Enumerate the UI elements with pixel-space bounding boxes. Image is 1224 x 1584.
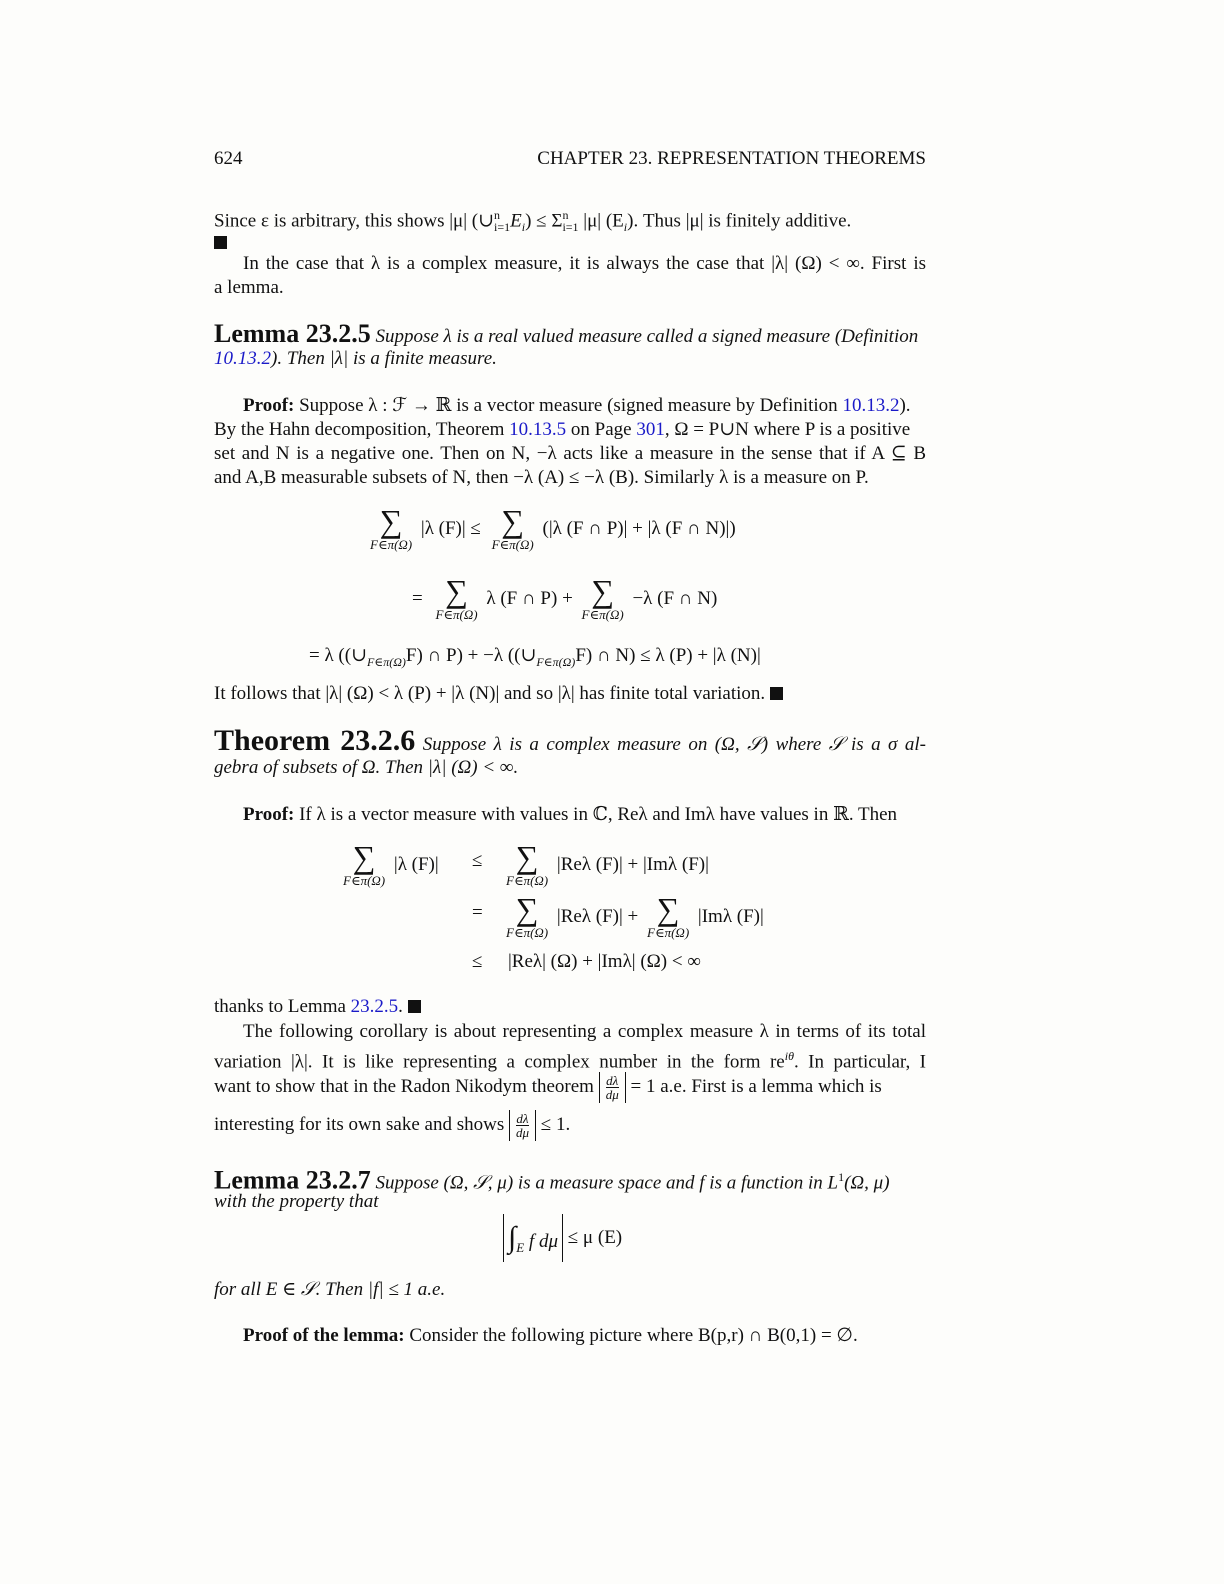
- intro-para2-line2: a lemma.: [214, 277, 284, 298]
- aligned-rhs-2: [506, 891, 764, 940]
- theorem-2326-proof-line1: [214, 803, 926, 827]
- lemma-2325-line2: [214, 347, 926, 371]
- text: = 1 a.e. First is a lemma which is: [630, 1076, 882, 1097]
- sum-operator: ∑ F∈π(Ω): [506, 891, 549, 940]
- corollary-intro-line1: The following corollary is about representing a complex measure λ in terms of its total: [243, 1021, 926, 1042]
- sum-operator: ∑ F∈π(Ω): [581, 573, 624, 622]
- text: By the Hahn decomposition, Theorem: [214, 419, 510, 440]
- lemma-2327-proof: [214, 1324, 926, 1348]
- aligned-rel-1: ≤: [472, 850, 483, 871]
- text: E: [510, 210, 522, 232]
- aligned-rel-2: =: [472, 902, 483, 923]
- sub: i=1: [562, 220, 579, 235]
- sup: n: [494, 208, 501, 222]
- proof-label: Proof of the lemma:: [243, 1325, 405, 1346]
- sup: iθ: [784, 1049, 794, 1063]
- lemma-2325-proof-line3: set and N is a negative one. Then on N, −λ acts like a measure in the sense that if A ⊆ B: [214, 443, 926, 464]
- abs-bars: [503, 1214, 563, 1262]
- text: Suppose λ : ℱ → ℝ is a vector measure (signed measure by Definition: [299, 395, 843, 416]
- qed-icon: [408, 1000, 421, 1013]
- sub: E: [516, 1239, 525, 1255]
- text: |Imλ (F)|: [697, 905, 764, 927]
- sub: F∈π(Ω): [367, 654, 406, 669]
- integral-sign: ∫: [508, 1221, 517, 1254]
- lemma-2325-proof-line2: [214, 418, 926, 442]
- qed-icon: [770, 687, 783, 700]
- sum-operator: ∑ F∈π(Ω): [370, 503, 413, 552]
- theorem-2326-line2: gebra of subsets of Ω. Then |λ| (Ω) < ∞.: [214, 757, 519, 778]
- text: −λ (F ∩ N): [632, 587, 718, 609]
- corollary-intro-line4: [214, 1106, 926, 1144]
- text: ).: [899, 395, 911, 416]
- text: F) ∩ N) ≤ λ (P) + |λ (N)|: [575, 645, 761, 666]
- text: ≤ 1.: [540, 1114, 571, 1135]
- text: Consider the following picture where B(p,r) ∩ B(0,1) = ∅.: [409, 1325, 858, 1346]
- text: (|λ (F ∩ P)| + |λ (F ∩ N)|): [542, 517, 736, 539]
- text: interesting for its own sake and shows: [214, 1114, 505, 1135]
- aligned-rhs-3: |Reλ| (Ω) + |Imλ| (Ω) < ∞: [508, 951, 701, 972]
- aligned-rhs-1: [506, 839, 709, 888]
- intro-line-1: [214, 203, 926, 239]
- text: , Ω = P∪N where P is a positive: [664, 419, 911, 440]
- theorem-2326-header: [214, 724, 927, 757]
- equation-row-2: [412, 573, 718, 622]
- text: =: [412, 587, 423, 609]
- text: . In particular, I: [793, 1051, 926, 1073]
- sum-operator: ∑ F∈π(Ω): [491, 503, 534, 552]
- text: on Page: [566, 419, 637, 440]
- text: F) ∩ P) + −λ ((∪: [405, 645, 537, 666]
- sub: i=1: [494, 220, 511, 235]
- equation-row-1: [370, 503, 736, 552]
- text: |λ (F)| ≤: [420, 517, 481, 539]
- text: thanks to Lemma: [214, 996, 351, 1017]
- text: = λ ((∪: [309, 645, 368, 666]
- theorem-2326-thanks: [214, 995, 926, 1019]
- sub: i: [623, 220, 628, 235]
- lemma-link[interactable]: 23.2.5: [350, 996, 399, 1017]
- sup: n: [562, 208, 569, 222]
- proof-label: Proof:: [243, 395, 295, 416]
- page-number: 624: [214, 148, 243, 169]
- text: λ (F ∩ P) +: [486, 587, 573, 609]
- sub: F∈π(Ω): [536, 654, 576, 669]
- text: |μ| (E: [578, 210, 624, 232]
- text: Suppose (Ω, 𝒮, μ) is a measure space and f is a function in L: [375, 1172, 839, 1194]
- proof-label: Proof:: [243, 804, 295, 825]
- lemma-2327-line2: with the property that: [214, 1191, 379, 1212]
- text: ≤ μ (E): [567, 1227, 623, 1248]
- lemma-2325-header: [214, 319, 926, 349]
- lemma-2325-conclusion: [214, 682, 926, 706]
- sum-operator: ∑ F∈π(Ω): [506, 839, 549, 888]
- lemma-2325-proof-line4: and A,B measurable subsets of N, then −λ (A) ≤ −λ (B). Similarly λ is a measure on P.: [214, 467, 869, 488]
- aligned-row-1: [343, 839, 439, 888]
- derivative-fraction: $\frac{d\lambda}{d\mu}$: [599, 1072, 626, 1103]
- lemma-label: Lemma 23.2.5: [214, 319, 371, 348]
- text: ) ≤ Σ: [525, 210, 563, 232]
- lemma-label: Lemma 23.2.7: [214, 1165, 371, 1195]
- sum-operator: ∑ F∈π(Ω): [343, 839, 386, 888]
- integral-equation: [503, 1214, 622, 1264]
- page-link[interactable]: 301: [636, 419, 665, 440]
- text: It follows that |λ| (Ω) < λ (P) + |λ (N)| and so |λ| has finite total variation.: [214, 683, 766, 704]
- equation-row-3: [309, 644, 761, 670]
- text: |λ (F)|: [393, 853, 439, 875]
- sub: i: [521, 220, 526, 235]
- qed-icon: [214, 232, 227, 254]
- text: ). Thus |μ| is finitely additive.: [627, 210, 852, 232]
- aligned-rel-3: ≤: [472, 951, 483, 972]
- sup: 1: [838, 1170, 845, 1184]
- text: f dμ: [528, 1231, 558, 1252]
- lemma-2325-proof-line1: [214, 394, 926, 418]
- theorem-statement: Suppose λ is a complex measure on (Ω, 𝒮) where 𝒮 is a σ al-: [422, 734, 927, 755]
- text: |Reλ (F)| +: [556, 905, 639, 927]
- text: (Ω, μ): [844, 1172, 890, 1194]
- intro-para2-line1: In the case that λ is a complex measure, it is always the case that |λ| (Ω) < ∞. First is: [243, 253, 926, 274]
- text: variation |λ|. It is like representing a complex number in the form re: [214, 1051, 785, 1073]
- text: ). Then |λ| is a finite measure.: [271, 348, 497, 369]
- theorem-link[interactable]: 10.13.5: [509, 419, 567, 440]
- corollary-intro-line3: [214, 1068, 926, 1106]
- definition-link[interactable]: 10.13.2: [842, 395, 900, 416]
- derivative-fraction: $\frac{d\lambda}{d\mu}$: [509, 1110, 536, 1141]
- chapter-title: CHAPTER 23. REPRESENTATION THEOREMS: [537, 148, 926, 169]
- text: .: [398, 996, 403, 1017]
- theorem-label: Theorem 23.2.6: [214, 724, 416, 757]
- lemma-2327-line3: for all E ∈ 𝒮. Then |f| ≤ 1 a.e.: [214, 1279, 446, 1300]
- text: |Reλ (F)| + |Imλ (F)|: [556, 853, 709, 875]
- sum-operator: ∑ F∈π(Ω): [435, 573, 478, 622]
- definition-link[interactable]: 10.13.2: [214, 348, 271, 369]
- sum-operator: ∑ F∈π(Ω): [647, 891, 690, 940]
- text: want to show that in the Radon Nikodym theorem: [214, 1076, 594, 1097]
- text: Since ε is arbitrary, this shows |μ| (∪: [214, 210, 495, 232]
- lemma-statement: Suppose λ is a real valued measure called a signed measure (Definition: [375, 326, 919, 347]
- text: If λ is a vector measure with values in ℂ, Reλ and Imλ have values in ℝ. Then: [299, 804, 898, 825]
